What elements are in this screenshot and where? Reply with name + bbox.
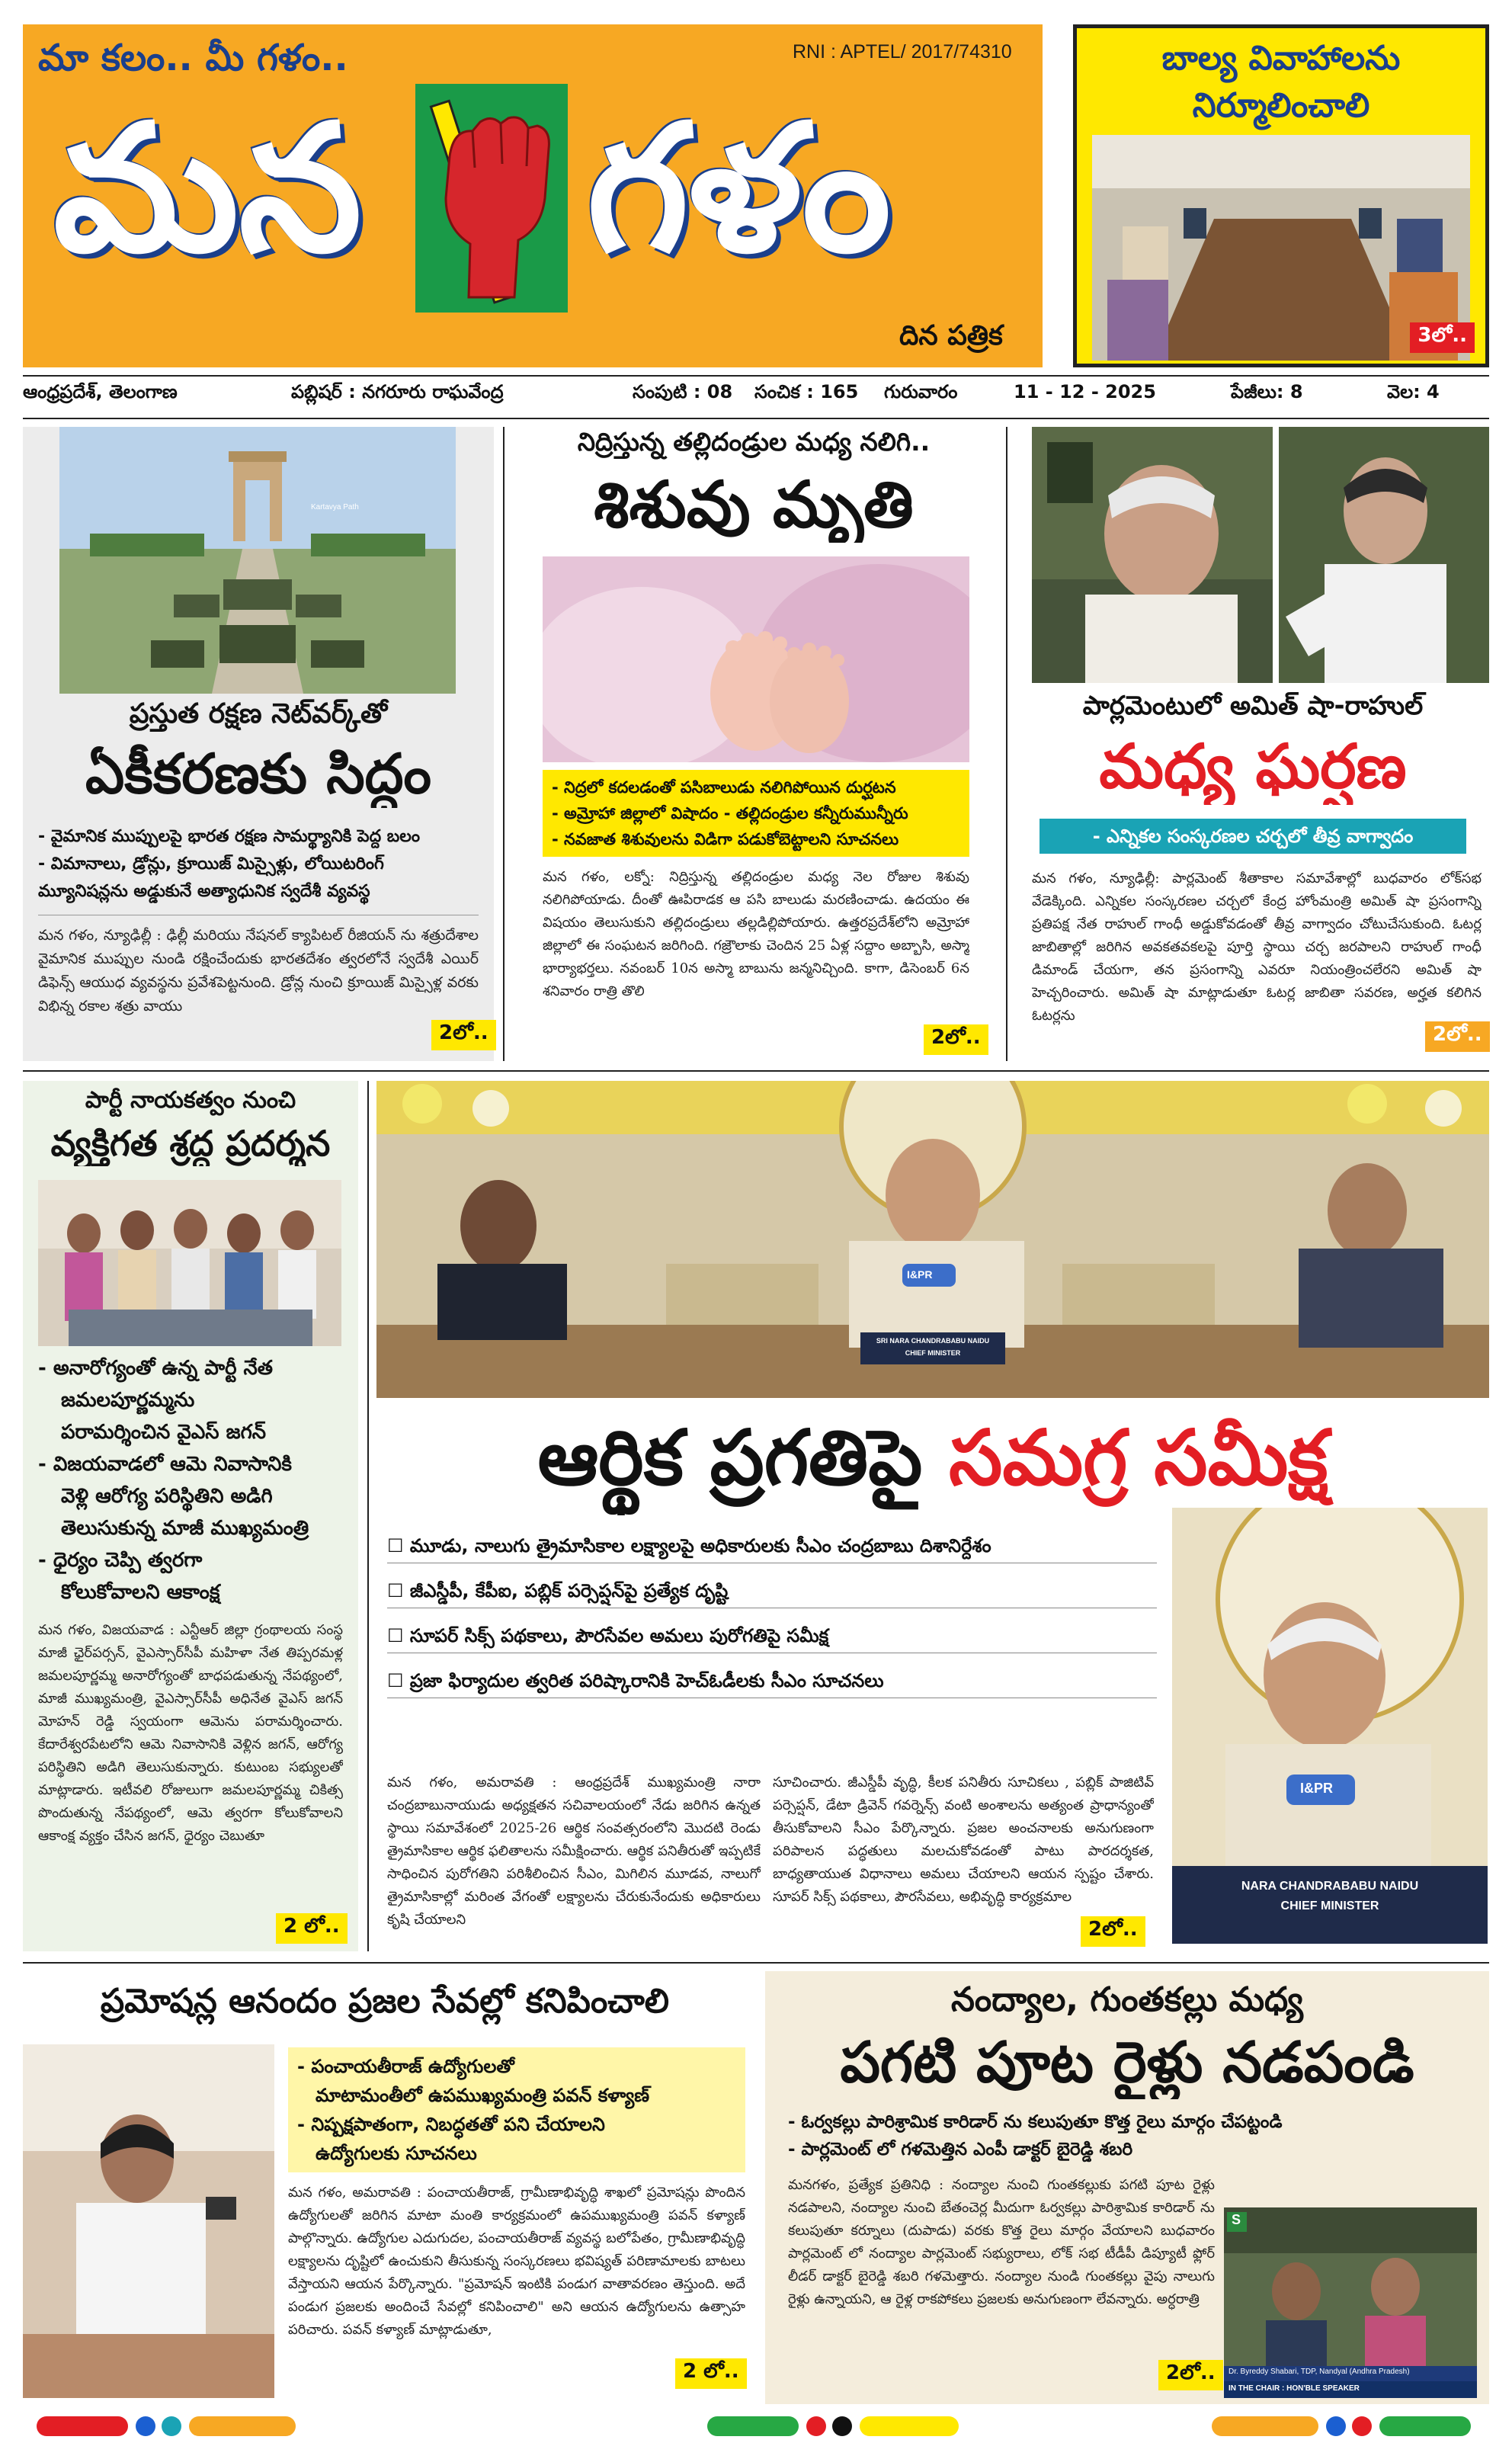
defence-photo [59, 427, 456, 694]
defence-bullet: - విమానాలు, డ్రోన్లు, క్రూయిజ్ మిస్సైళ్లు, లోయిటరింగ్ [38, 854, 384, 874]
cm-body-col2: సూచించారు. జీఎస్డీపీ వృద్ధి, కీలక పనితీరు సూచికలు , పబ్లిక్ పాజిటివ్ పర్సెప్షన్, డేటా డ్రివెన్ గవర్నెన్స్ వంటి అంశాలను అత్యంత ప్రాధాన్యంతో తీసుకోవాలని సీఎం పేర్కొన్నారు. ప్రజల అంచనాలకు అనుగుణంగా పరిపాలన పద్ధతులు మలచుకోవడంతో పాటు పారదర్శకత, బాధ్యతాయుత విధానాలు అమలు చేయాలని ఆయన స్పష్టం చేశారు. సూపర్ సిక్స్ పథకాలు, పౌరసేవలు, అభివృద్ధి కార్యక్రమాల [773, 1775, 1154, 1905]
footer-bar [860, 2416, 959, 2436]
footer-bars-center [707, 2416, 966, 2436]
footer-bar [1212, 2416, 1318, 2436]
defence-bullet: మ్యూనిషన్లను అడ్డుకునే అత్యాధునిక స్వదేశీ వ్యవస్థ [38, 882, 370, 901]
footer-dot [806, 2416, 826, 2436]
teaser-headline-line2: నిర్మూలించాలి [1192, 86, 1370, 125]
trains-bullet: - ఓర్వకల్లు పారిశ్రామిక కారిడార్ ను కలుపుతూ కొత్త రైలు మార్గం చేపట్టండి [788, 2112, 1283, 2132]
pawan-bullets [288, 2047, 745, 2172]
masthead-title-right: గళం [587, 88, 892, 291]
parliament-continued[interactable]: 2లో.. [1425, 1021, 1490, 1052]
dateline-states: ఆంధ్రప్రదేశ్, తెలంగాణ [23, 381, 178, 402]
defence-continued[interactable]: 2లో.. [431, 1020, 496, 1050]
section-rule [23, 1070, 1489, 1072]
dateline [23, 381, 1489, 412]
section-rule [23, 1962, 1489, 1964]
cm-point: ☐ మూడు, నాలుగు త్రైమాసికాల లక్ష్యాలపై అధికారులకు సీఎం చంద్రబాబు దిశానిర్దేశం [387, 1529, 1157, 1563]
jagan-continued[interactable]: 2 లో.. [276, 1913, 348, 1944]
story-infant[interactable] [512, 427, 995, 1061]
pawan-bullet: - పంచాయతీరాజ్ ఉద్యోగులతో [297, 2056, 514, 2077]
footer-dot [136, 2416, 155, 2436]
trains-tv-photo [1224, 2207, 1477, 2398]
infant-kicker: నిద్రిస్తున్న తల్లిదండ్రుల మధ్య నలిగి.. [577, 427, 931, 457]
footer-dot [1352, 2416, 1372, 2436]
column-divider [367, 1081, 369, 1951]
cm-main-photo [376, 1081, 1489, 1398]
masthead-title-left: మన [53, 88, 362, 291]
trains-tv-caption-line1: Dr. Byreddy Shabari, TDP, Nandyal (Andhra Pradesh) [1228, 2368, 1410, 2376]
infant-body: మన గళం, లక్నో: నిద్రిస్తున్న తల్లిదండ్రుల మధ్య నెల రోజుల శిశువు నలిగిపోయాడు. దీంతో ఊపిరాడక ఆ పసి బాలుడు మరణించాడు. ఉదయం ఈ విషయం తెలుసుకుని తల్లిదండ్రులు తల్లడిల్లిపోయారు. ఉత్తరప్రదేశ్‌లోని అమ్రోహా జిల్లాలో ఈ సంఘటన జరిగింది. గజ్రౌలాకు చెందిన 25 ఏళ్ల సద్దాం అబ్బాసి, అస్మా భార్యాభర్తలు. నవంబర్ 10న అస్మా బాబును జన్మనిచ్చింది. కాగా, డిసెంబర్ 6న శనివారం రాత్రి తొలి [543, 869, 969, 999]
footer-bar [189, 2416, 296, 2436]
parliament-body: మన గళం, న్యూఢిల్లీ: పార్లమెంట్ శీతాకాల సమావేశాల్లో బుధవారం లోక్‌సభ వేడెక్కింది. ఎన్నికల సంస్కరణల చర్చలో కేంద్ర హోంమంత్రి అమిత్ షా ప్రసంగాన్ని ప్రతిపక్ష నేత రాహుల్ గాంధీ అడ్డుకోవడంతో తీవ్ర వాగ్వాదం చోటుచేసుకుంది. ఓటర్ల జాబితాల్లో జరిగిన అవకతవకలపై పూర్తి స్థాయి చర్చ జరపాలని రాహుల్ గాంధీ డిమాండ్ చేయగా, తన ప్రసంగాన్ని ఎవరూ నియంత్రించలేరని అమిత్ షా హెచ్చరించారు. అమిత్ షా మాట్లాడుతూ ఓటర్ల జాబితా సవరణ, అర్హత కలిగిన ఓటర్లను [1032, 870, 1482, 1024]
jagan-bullet: జమలపూర్ణమ్మను [61, 1389, 195, 1412]
dateline-date: 11 - 12 - 2025 [1014, 381, 1156, 402]
jagan-kicker: పార్టీ నాయకత్వం నుంచి [85, 1087, 296, 1114]
cm-headline-red: సమగ్ర సమీక్ష [949, 1413, 1328, 1502]
infant-bullet: - నిద్రలో కదలడంతో పసిబాలుడు నలిగిపోయిన దుర్ఘటన [552, 778, 896, 797]
footer-bar [707, 2416, 799, 2436]
pawan-body: మన గళం, అమరావతి : పంచాయతీరాజ్, గ్రామీణాభివృద్ధి శాఖలో ప్రమోషన్లు పొందిన ఉద్యోగులతో జరిగిన మాటా మంతి కార్యక్రమంలో ఉపముఖ్యమంత్రి పవన్ కళ్యాణ్ పాల్గొన్నారు. ఉద్యోగుల ఎదుగుదల, పంచాయతీరాజ్ వ్యవస్థ బలోపేతం, గ్రామీణాభివృద్ధి లక్ష్యాలను దృష్టిలో ఉంచుకుని తీసుకున్న సంస్కరణలు భవిష్యత్ పరిణామాలకు బాటలు వేస్తాయని ఆయన పేర్కొన్నారు. "ప్రమోషన్ ఇంటికి పండుగ వాతావరణం తెస్తుంది. అదే పండుగ ప్రజలకు అందించే సేవల్లో కనిపించాలి" అని ఆయన ఉద్యోగులను ఉత్సాహ పరిచారు. పవన్ కళ్యాణ్ మాట్లాడుతూ, [288, 2185, 745, 2338]
jagan-bullet: - విజయవాడలో ఆమె నివాసానికి [38, 1453, 292, 1476]
footer-dot [1326, 2416, 1346, 2436]
pawan-headline: ప్రమోషన్ల ఆనందం ప్రజల సేవల్లో కనిపించాలి [100, 1982, 670, 2021]
footer-bars-right [1212, 2416, 1478, 2436]
masthead [23, 24, 1043, 367]
cm-point: ☐ ప్రజా ఫిర్యాదుల త్వరిత పరిష్కారానికి హెచ్ఓడీలకు సీఎం సూచనలు [387, 1664, 1157, 1698]
cm-inset-nameplate-line2: CHIEF MINISTER [1280, 1900, 1379, 1912]
story-cm[interactable] [376, 1081, 1489, 1951]
cm-inset-nameplate-line1: NARA CHANDRABABU NAIDU [1241, 1880, 1419, 1893]
dateline-publisher: పబ్లిషర్ : నగరూరు రాఘవేంద్ర [291, 381, 504, 402]
infant-bullet: - నవజాత శిశువులను విడిగా పడుకోబెట్టాలని సూచనలు [552, 830, 899, 848]
trains-body: మనగళం, ప్రత్యేక ప్రతినిధి : నంద్యాల నుంచి గుంతకల్లుకు పగటి పూట రైళ్లు నడపాలని, నంద్యాల నుంచి బేతంచెర్ల మీదుగా ఓర్వకల్లు పారిశ్రామిక కారిడార్ ను కలుపుతూ కర్నూలు (దుపాడు) వరకు కొత్త రైలు మార్గం వేయాలని బుధవారం పార్లమెంట్ లో నంద్యాల పార్లమెంట్ సభ్యురాలు, లోక్ సభ టీడీపీ డిప్యూటీ ఫ్లోర్ లీడర్ డాక్టర్ బైరెడ్డి శబరి గళమెత్తారు. నంద్యాల నుండి గుంతకల్లు వైపు నాలుగు రైళ్లు ఉన్నాయని, ఆ రైళ్ల రాకపోకలు ప్రజలకు అనుగుణంగా లేవన్నారు. అర్ధరాత్రి [788, 2177, 1215, 2307]
cm-inset-mic-label: I&PR [1300, 1781, 1334, 1796]
infant-continued[interactable]: 2లో.. [924, 1024, 988, 1055]
teaser-headline-line1: బాల్య వివాహాలను [1161, 39, 1401, 78]
story-jagan[interactable] [23, 1081, 358, 1951]
jagan-headline: వ్యక్తిగత శ్రద్ధ ప్రదర్శన [50, 1123, 331, 1164]
dateline-volume: సంపుటి : 08 [633, 381, 733, 402]
trains-continued[interactable]: 2లో.. [1158, 2360, 1223, 2390]
column-divider [503, 427, 505, 1061]
footer-bars-left [37, 2416, 303, 2436]
trains-kicker: నంద్యాల, గుంతకల్లు మధ్య [951, 1980, 1303, 2019]
pawan-bullet: - నిష్పక్షపాతంగా, నిబద్ధతతో పని చేయాలని [297, 2114, 605, 2135]
infant-photo [543, 556, 969, 762]
footer-bar [37, 2416, 128, 2436]
trains-tv-logo: S [1232, 2212, 1241, 2227]
defence-bullets [38, 823, 488, 906]
trains-bullets [788, 2108, 1482, 2163]
pawan-bullet: మాటామంతీలో ఉపముఖ్యమంత్రి పవన్ కళ్యాణ్ [316, 2085, 650, 2106]
cm-point: ☐ జీఎస్డీపీ, కేపీఐ, పబ్లిక్ పర్సెప్షన్‌పై ప్రత్యేక దృష్టి [387, 1574, 1157, 1608]
dateline-top-rule [23, 375, 1489, 377]
cm-point: ☐ సూపర్ సిక్స్ పథకాలు, పౌరసేవల అమలు పురోగతిపై సమీక్ష [387, 1619, 1157, 1653]
top-right-teaser[interactable] [1073, 24, 1489, 367]
jagan-bullet: కోలుకోవాలని ఆకాంక్ష [61, 1581, 220, 1604]
cm-nameplate-line2: CHIEF MINISTER [905, 1349, 961, 1357]
pawan-continued[interactable]: 2 లో.. [675, 2358, 747, 2389]
pawan-bullet: ఉద్యోగులకు సూచనలు [316, 2143, 477, 2164]
cm-mic-label: I&PR [907, 1268, 933, 1281]
dateline-price: వెల: 4 [1387, 381, 1440, 402]
cm-nameplate-line1: SRI NARA CHANDRABABU NAIDU [876, 1337, 990, 1345]
pawan-photo [23, 2044, 274, 2398]
dateline-bottom-rule [23, 418, 1489, 419]
parliament-photo-rahul-gandhi [1279, 427, 1489, 683]
trains-bullet: - పార్లమెంట్ లో గళమెత్తిన ఎంపీ డాక్టర్ బైరెడ్డి శబరి [788, 2140, 1133, 2159]
cm-body-col1: మన గళం, అమరావతి : ఆంధ్రప్రదేశ్ ముఖ్యమంత్రి నారా చంద్రబాబునాయుడు అధ్యక్షతన సచివాలయంలో నేడు జరిగిన ఉన్నత స్థాయి సమావేశంలో 2025-26 ఆర్థిక సంవత్సరంలోని మొదటి రెండు త్రైమాసికాల ఆర్థిక ఫలితాలను సమీక్షించారు. ఆర్థిక పనితీరుతో ఇప్పటికే సాధించిన పురోగతిని పరిశీలించిన సీఎం, మిగిలిన మూడవ, నాలుగో త్రైమాసికాల్లో మరింత వేగంతో లక్ష్యాలను చేరుకునేందుకు అధికారులు కృషి చేయాలని [387, 1775, 761, 1928]
jagan-bullet: - అనారోగ్యంతో ఉన్న పార్టీ నేత [38, 1357, 274, 1380]
defence-photo-caption: Kartavya Path [311, 503, 359, 511]
story-defence[interactable] [23, 427, 494, 1061]
story-pawan[interactable] [23, 1971, 747, 2404]
infant-headline: శిశువు మృతి [594, 467, 914, 542]
defence-body: మన గళం, న్యూఢిల్లీ : ఢిల్లీ మరియు నేషనల్ క్యాపిటల్ రీజియన్ ను శత్రుదేశాల వైమానిక ముప్పుల నుండి రక్షించేందుకు భారతదేశం త్వరలోనే స్వదేశీ ఎయిర్ డిఫెన్స్ ఆయుధ వ్యవస్థను ప్రవేశపెట్టనుంది. డ్రోన్ల నుంచి క్రూయిజ్ మిస్సైళ్ల వరకు విభిన్న రకాల శత్రు వాయు [38, 927, 479, 1015]
rni-number: RNI : APTEL/ 2017/74310 [793, 41, 1012, 63]
masthead-subtitle: దిన పత్రిక [899, 320, 1003, 351]
infant-bullets [543, 770, 969, 857]
cm-inset-photo [1172, 1508, 1488, 1944]
story-trains[interactable] [765, 1971, 1489, 2404]
trains-tv-caption-line2: IN THE CHAIR : HON'BLE SPEAKER [1228, 2384, 1360, 2393]
defence-bullet: - వైమానిక ముప్పులపై భారత రక్షణ సామర్థ్యానికి పెద్ద బలం [38, 827, 421, 846]
jagan-bullet: పరామర్శించిన వైఎస్ జగన్ [61, 1421, 267, 1444]
jagan-body: మన గళం, విజయవాడ : ఎన్టీఆర్ జిల్లా గ్రంథాలయ సంస్థ మాజీ ఛైర్‌పర్సన్, వైఎస్సార్‌సీపీ మహిళా నేత తిప్పరమళ్ల జమలపూర్ణమ్మ అనారోగ్యంతో బాధపడుతున్న నేపథ్యంలో, మాజీ ముఖ్యమంత్రి, వైఎస్సార్‌సీపీ అధినేత వైఎస్ జగన్ మోహన్ రెడ్డి స్వయంగా ఆమెను పరామర్శించారు. కేదారేశ్వరపేటలోని ఆమె నివాసానికి వెళ్లిన జగన్, ఆరోగ్య పరిస్థితిని అడిగి తెలుసుకున్నారు. కుటుంబ సభ్యులతో మాట్లాడారు. ఇటీవలి రోజులుగా జమలపూర్ణమ్మ చికిత్స పొందుతున్న నేపథ్యంలో, ఆమె త్వరగా కోలుకోవాలని ఆకాంక్ష వ్యక్తం చేసిన జగన్, ధైర్యం చెబుతూ [38, 1622, 343, 1844]
cm-points [387, 1529, 1157, 1698]
column-divider [1006, 427, 1007, 1061]
footer-dot [832, 2416, 852, 2436]
teaser-page-ref: 3లో.. [1410, 322, 1475, 353]
footer-dot [162, 2416, 181, 2436]
parliament-strap: - ఎన్నికల సంస్కరణల చర్చలో తీవ్ర వాగ్వాదం [1040, 819, 1466, 854]
cm-headline [376, 1401, 1489, 1515]
footer-bar [1379, 2416, 1471, 2436]
jagan-bullet: - ధైర్యం చెప్పి త్వరగా [38, 1549, 203, 1572]
jagan-bullet: వెళ్లి ఆరోగ్య పరిస్థితిని అడిగి [61, 1485, 273, 1508]
jagan-bullet: తెలుసుకున్న మాజీ ముఖ్యమంత్రి [61, 1517, 309, 1540]
dateline-issue: సంచిక : 165 [754, 381, 859, 402]
masthead-logo-fist-icon [415, 84, 568, 313]
defence-kicker: ప్రస్తుత రక్షణ నెట్‌వర్క్‌తో [129, 698, 388, 729]
jagan-photo [38, 1180, 341, 1346]
trains-headline: పగటి పూట రైళ్లు నడపండి [840, 2030, 1414, 2095]
masthead-tagline: మా కలం.. మీ గళం.. [38, 37, 348, 79]
infant-bullet: - అమ్రోహా జిల్లాలో విషాదం - తల్లిదండ్రుల కన్నీరుమున్నీరు [552, 804, 908, 822]
parliament-photo-amit-shah [1032, 427, 1273, 683]
parliament-headline: మధ్య ఘర్షణ [1099, 731, 1407, 802]
defence-headline: ఏకీకరణకు సిద్ధం [85, 742, 431, 806]
cm-continued[interactable]: 2లో.. [1081, 1916, 1145, 1947]
cm-headline-black: ఆర్థిక ప్రగతిపై [537, 1413, 923, 1502]
story-parliament[interactable] [1017, 427, 1489, 1061]
parliament-kicker: పార్లమెంటులో అమిత్ షా-రాహుల్ [1082, 691, 1424, 721]
jagan-bullets [38, 1352, 351, 1608]
dateline-day: గురువారం [884, 381, 958, 402]
dateline-pages: పేజీలు: 8 [1231, 381, 1303, 402]
